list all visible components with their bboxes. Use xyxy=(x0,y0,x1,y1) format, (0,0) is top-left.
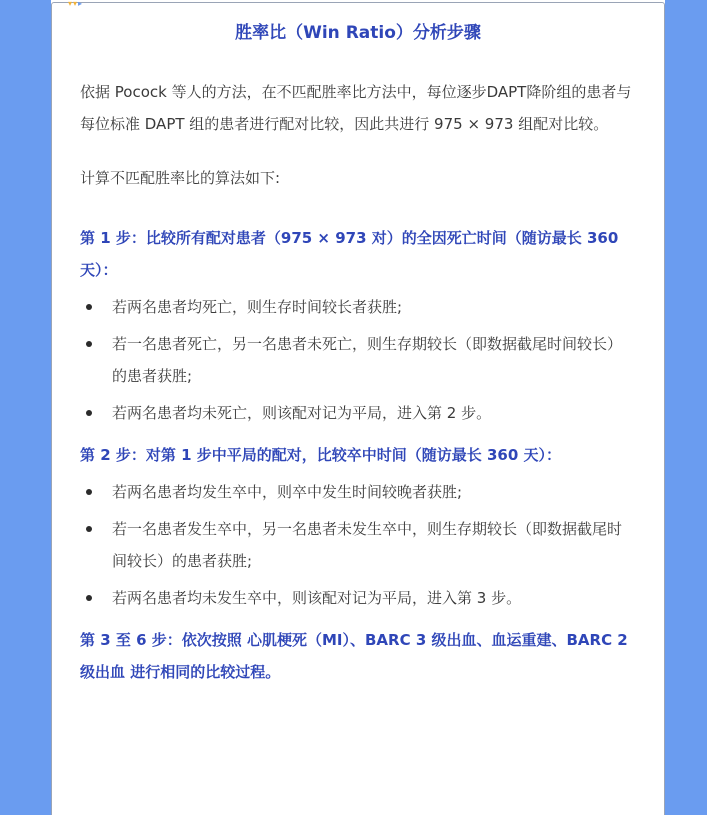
bullet-dot-icon xyxy=(86,489,92,495)
step-3-block xyxy=(80,624,636,688)
step-1-heading: 第 1 步：比较所有配对患者（975 × 973 对）的全因死亡时间（随访最长 360 天）： xyxy=(80,229,619,279)
bullet-dot-icon xyxy=(86,595,92,601)
list-item-text: 若两名患者均未死亡，则该配对记为平局，进入第 2 步。 xyxy=(112,404,492,422)
article-body xyxy=(80,76,636,688)
article-card xyxy=(51,2,665,815)
bullet-dot-icon xyxy=(86,410,92,416)
left-blue-band xyxy=(0,0,51,815)
bullet-dot-icon xyxy=(86,341,92,347)
list-item-text: 若一名患者死亡，另一名患者未死亡，则生存期较长（即数据截尾时间较长）的患者获胜; xyxy=(112,335,623,385)
step-1-block xyxy=(80,222,636,429)
decoration-icon: ▾▾▸ xyxy=(68,0,84,8)
step-2-list xyxy=(80,476,636,614)
bullet-dot-icon xyxy=(86,526,92,532)
step-1-list xyxy=(80,291,636,429)
right-blue-band xyxy=(665,0,707,815)
list-item xyxy=(80,291,636,323)
list-item xyxy=(80,513,636,577)
list-item xyxy=(80,476,636,508)
list-item xyxy=(80,397,636,429)
list-item-text: 若一名患者发生卒中，另一名患者未发生卒中，则生存期较长（即数据截尾时间较长）的患者获胜; xyxy=(112,520,623,570)
bullet-dot-icon xyxy=(86,304,92,310)
step-2-block xyxy=(80,439,636,614)
article-title: 胜率比（Win Ratio）分析步骤 xyxy=(235,23,481,43)
list-item-text: 若两名患者均未发生卒中，则该配对记为平局，进入第 3 步。 xyxy=(112,589,522,607)
list-item-text: 若两名患者均发生卒中，则卒中发生时间较晚者获胜; xyxy=(112,483,463,501)
intro-paragraph: 依据 Pocock 等人的方法，在不匹配胜率比方法中，每位逐步DAPT降阶组的患者与每位标准 DAPT 组的患者进行配对比较，因此共进行 975 × 973 组配对比较。 xyxy=(80,83,632,133)
list-item-text: 若两名患者均死亡，则生存时间较长者获胜; xyxy=(112,298,403,316)
step-3-heading: 第 3 至 6 步：依次按照 心肌梗死（MI）、BARC 3 级出血、血运重建、BARC 2 级出血 进行相同的比较过程。 xyxy=(80,631,628,681)
step-2-heading: 第 2 步：对第 1 步中平局的配对，比较卒中时间（随访最长 360 天）： xyxy=(80,446,562,464)
list-item xyxy=(80,328,636,392)
list-item xyxy=(80,582,636,614)
algorithm-intro: 计算不匹配胜率比的算法如下: xyxy=(80,169,281,187)
